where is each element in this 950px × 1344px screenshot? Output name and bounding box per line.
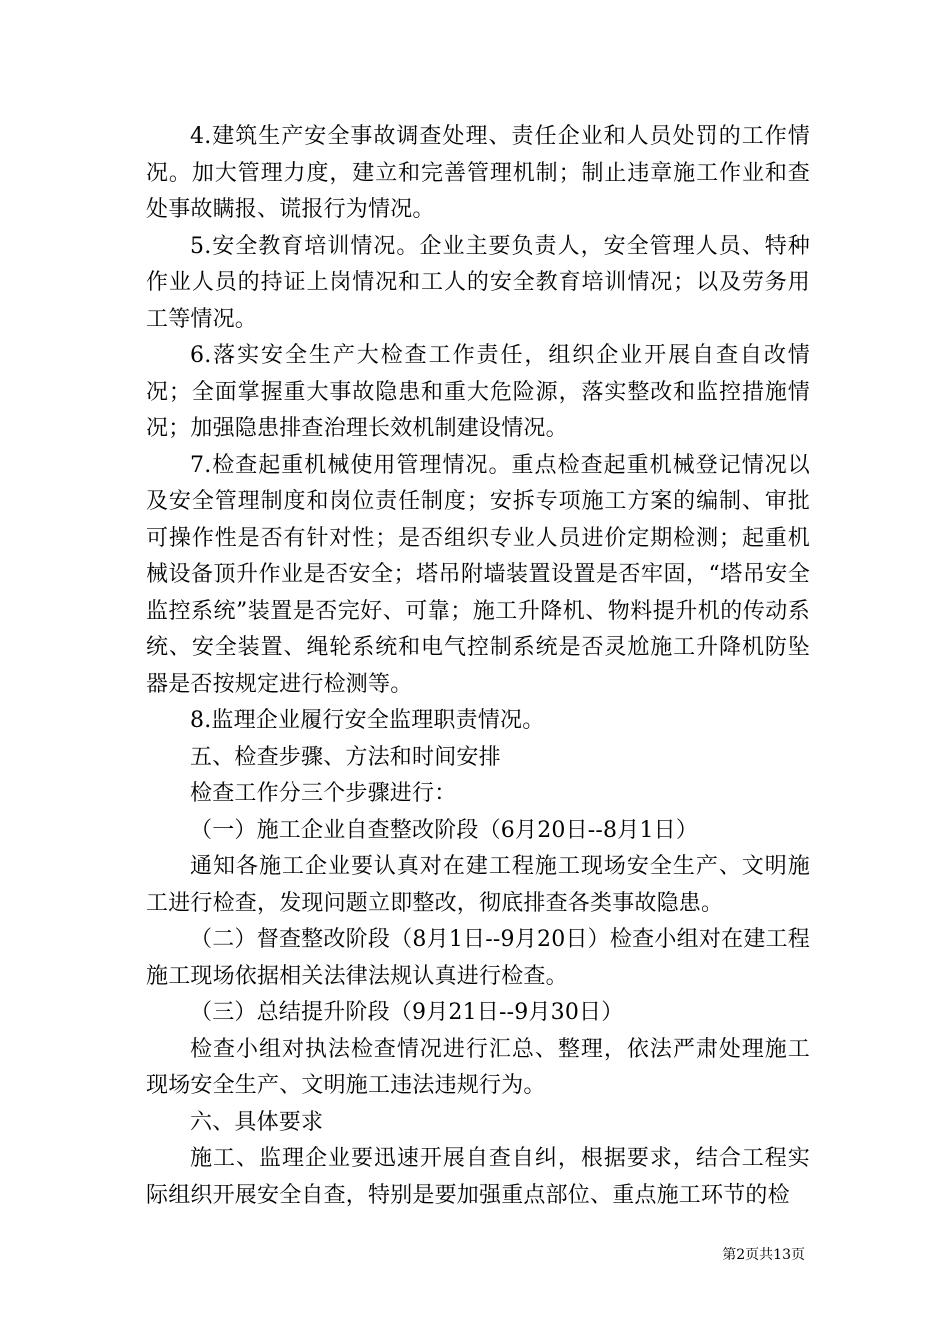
paragraph-step-3: 检查小组对执法检查情况进行汇总、整理，依法严肃处理施工现场安全生产、文明施工违法违规行为。 <box>146 1036 810 1098</box>
paragraph-steps-intro: 检查工作分三个步骤进行： <box>190 781 457 806</box>
paragraph-item-6: 6.落实安全生产大检查工作责任，组织企业开展自查自改情况；全面掌握重大事故隐患和重大危险源，落实整改和监控措施情况；加强隐患排查治理长效机制建设情况。 <box>146 343 810 441</box>
section-heading-5: 五、检查步骤、方法和时间安排 <box>190 744 501 770</box>
paragraph-item-7: 7.检查起重机械使用管理情况。重点检查起重机械登记情况以及安全管理制度和岗位责任制度；安拆专项施工方案的编制、审批可操作性是否有针对性；是否组织专业人员进价定期检测；起重机械设备顶升作业是否安全；塔吊附墙装置设置是否牢固，“塔吊安全监控系统”装置是否完好、可靠；施工升降机、物料提升机的传动系统、安全装置、绳轮系统和电气控制系统是否灵尬施工升降机防坠器是否按规定进行检测等。 <box>146 452 810 697</box>
page-footer: 第2页共13页 <box>722 1247 805 1263</box>
step-heading-3: （三）总结提升阶段（9月21日--9月30日） <box>190 1000 624 1025</box>
paragraph-step-2: （二）督查整改阶段（8月1日--9月20日）检查小组对在建工程施工现场依据相关法律法规认真进行检查。 <box>146 927 810 989</box>
document-body <box>146 119 810 1214</box>
paragraph-item-8: 8.监理企业履行安全监理职责情况。 <box>190 708 545 733</box>
section-heading-6: 六、具体要求 <box>190 1109 324 1135</box>
paragraph-item-5: 5.安全教育培训情况。企业主要负责人，安全管理人员、特种作业人员的持证上岗情况和工人的安全教育培训情况；以及劳务用工等情况。 <box>146 233 810 332</box>
step-heading-1: （一）施工企业自查整改阶段（6月20日--8月1日） <box>190 817 699 843</box>
paragraph-step-1: 通知各施工企业要认真对在建工程施工现场安全生产、文明施工进行检查，发现问题立即整改，彻底排查各类事故隐患。 <box>146 854 810 916</box>
paragraph-requirements: 施工、监理企业要迅速开展自查自纠，根据要求，结合工程实际组织开展安全自查，特别是要加强重点部位、重点施工环节的检 <box>146 1146 810 1208</box>
paragraph-item-4: 4.建筑生产安全事故调查处理、责任企业和人员处罚的工作情况。加大管理力度，建立和完善管理机制；制止违章施工作业和查处事故瞒报、谎报行为情况。 <box>146 124 810 222</box>
